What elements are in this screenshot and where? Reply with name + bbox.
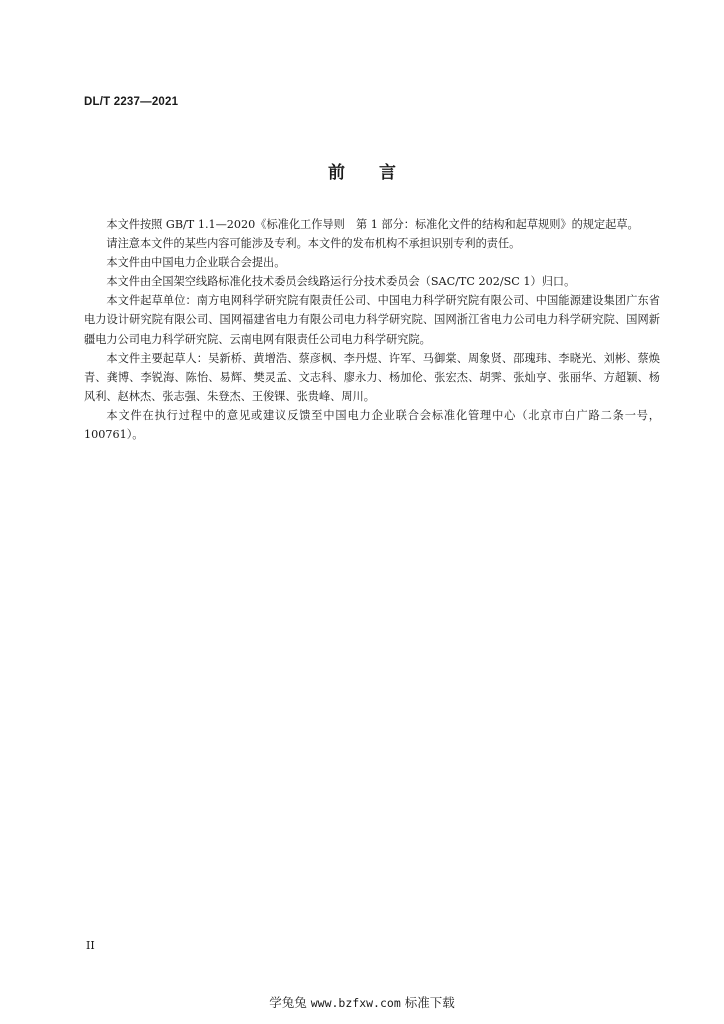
paragraph-administered-by: 本文件由全国架空线路标准化技术委员会线路运行分技术委员会（SAC/TC 202/SC 1）归口。 (106, 275, 576, 289)
paragraph-drafting-basis: 本文件按照 GB/T 1.1—2020《标准化工作导则 第 1 部分：标准化文件的结构和起草规则》的规定起草。 (106, 218, 639, 231)
footer-site-name: 学兔兔 (269, 995, 307, 1010)
footer-caption: 标准下载 (404, 995, 455, 1010)
foreword-body (84, 215, 660, 444)
paragraph-feedback-contact: 本文件在执行过程中的意见或建议反馈至中国电力企业联合会标准化管理中心（北京市白广路二条一号，100761）。 (84, 408, 660, 442)
paragraph-proposer: 本文件由中国电力企业联合会提出。 (106, 256, 286, 270)
footer-url[interactable]: www.bzfxw.com (310, 996, 401, 1010)
paragraph-drafting-organizations: 本文件起草单位：南方电网科学研究院有限责任公司、中国电力科学研究院有限公司、中国能源建设集团广东省电力设计研究院有限公司、国网福建省电力有限公司电力科学研究院、国网浙江省电力公司电力科学研究院、国网新疆电力公司电力科学研究院、云南电网有限责任公司电力科学研究院。 (84, 294, 660, 346)
page-title-char-1: 前 (328, 163, 345, 183)
paragraph-patent-notice: 请注意本文件的某些内容可能涉及专利。本文件的发布机构不承担识别专利的责任。 (106, 237, 521, 251)
paragraph-main-drafters: 本文件主要起草人：吴新桥、黄增浩、蔡彦枫、李丹煜、许军、马御棠、周象贤、邵瑰玮、李晓光、刘彬、蔡焕青、龚博、李锐海、陈怡、易辉、樊灵孟、文志科、廖永力、杨加伦、张宏杰、胡霁、张灿亨、张丽华、方超颖、杨风利、赵林杰、张志强、朱登杰、王俊锞、张贵峰、周川。 (84, 351, 660, 403)
page-number: II (86, 939, 95, 952)
standard-code: DL/T 2237—2021 (84, 96, 179, 108)
page-title (0, 158, 724, 183)
page-title-char-2: 言 (379, 163, 396, 183)
footer-watermark (0, 993, 724, 1011)
